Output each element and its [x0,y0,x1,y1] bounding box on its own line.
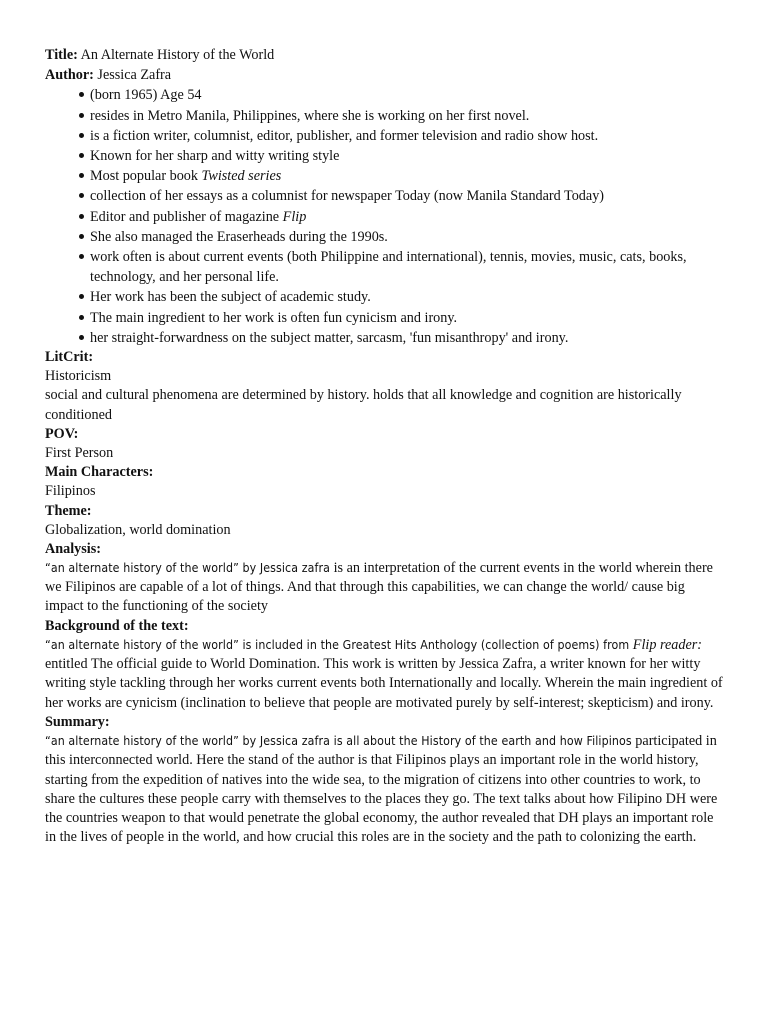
list-item: her straight-forwardness on the subject matter, sarcasm, 'fun misanthropy' and irony. [90,328,725,348]
analysis-quote: “an alternate history of the world” by Jessica zafra [45,560,331,575]
book-title: Twisted series [201,168,282,185]
list-item: resides in Metro Manila, Philippines, where she is working on her first novel. [90,106,725,126]
list-item: work often is about current events (both Philippine and international), tennis, movies, music, cats, books, technology, and her personal life. [90,247,725,287]
flip-reader-title: Flip reader: [629,636,702,653]
list-item: Editor and publisher of magazine Flip [90,207,725,227]
background-paragraph [45,636,725,713]
litcrit-heading: LitCrit: [45,349,94,366]
list-item: is a fiction writer, columnist, editor, publisher, and former television and radio show host. [90,126,725,146]
analysis-text: is an interpretation of the current events in the world wherein there we Filipinos are capable of a lot of things. And that through this capabilities, we can change the world/ cause big impact to the functioning of the society [45,559,713,615]
magazine-title: Flip [282,208,307,225]
author-facts-list [45,85,725,348]
theme-value: Globalization, world domination [45,521,231,538]
theme-heading: Theme: [45,502,92,519]
title-line [45,45,725,65]
background-text: entitled The official guide to World Domination. This work is written by Jessica Zafra, a writer known for her witty writing style tackling through her works current events both Internationally and locally. Wherein the main ingredient of her works are cynicism (inclination to believe that people are motivated purely by self-interest; skepticism) and irony. [45,656,723,711]
summary-quote: “an alternate history of the world” by Jessica zafra is all about the History of the earth and how Filipinos [45,733,632,748]
author-label: Author: [45,67,94,84]
analysis-paragraph [45,559,725,617]
title-label: Title: [45,47,78,63]
pov-value: First Person [45,444,114,461]
summary-paragraph [45,732,725,848]
list-item: She also managed the Eraserheads during the 1990s. [90,227,725,247]
list-item: Known for her sharp and witty writing style [90,146,725,166]
author-line [45,65,725,85]
list-item: Her work has been the subject of academic study. [90,287,725,307]
analysis-heading: Analysis: [45,540,101,557]
document-page [45,45,725,848]
background-heading: Background of the text: [45,617,189,634]
list-item: The main ingredient to her work is often fun cynicism and irony. [90,308,725,328]
background-quote: “an alternate history of the world” is included in the Greatest Hits Anthology (collection of poems) from [45,637,630,652]
main-characters-value: Filipinos [45,483,96,500]
litcrit-description: social and cultural phenomena are determined by history. holds that all knowledge and cognition are historically conditioned [45,387,682,423]
list-item: (born 1965) Age 54 [90,85,725,105]
list-item: Most popular book Twisted series [90,166,725,186]
author-value: Jessica Zafra [93,67,172,84]
main-characters-heading: Main Characters: [45,464,154,481]
list-item: collection of her essays as a columnist for newspaper Today (now Manila Standard Today) [90,186,725,206]
summary-text: participated in this interconnected world. Here the stand of the author is that Filipinos plays an important role in the world history, starting from the expedition of natives into the wide sea, to the migration of citizens into other countries to work, to share the cultures these people carry with themselves to the places they go. The text talks about how Filipino DH were the countries weapon to that would penetrate the global economy, the author revealed that DH plays an important role in the lives of people in the world, and how crucial this roles are in the society and the path to colonizing the earth. [45,732,718,846]
litcrit-name: Historicism [45,368,112,385]
pov-heading: POV: [45,425,79,442]
summary-heading: Summary: [45,713,110,730]
title-value: An Alternate History of the World [77,47,275,63]
